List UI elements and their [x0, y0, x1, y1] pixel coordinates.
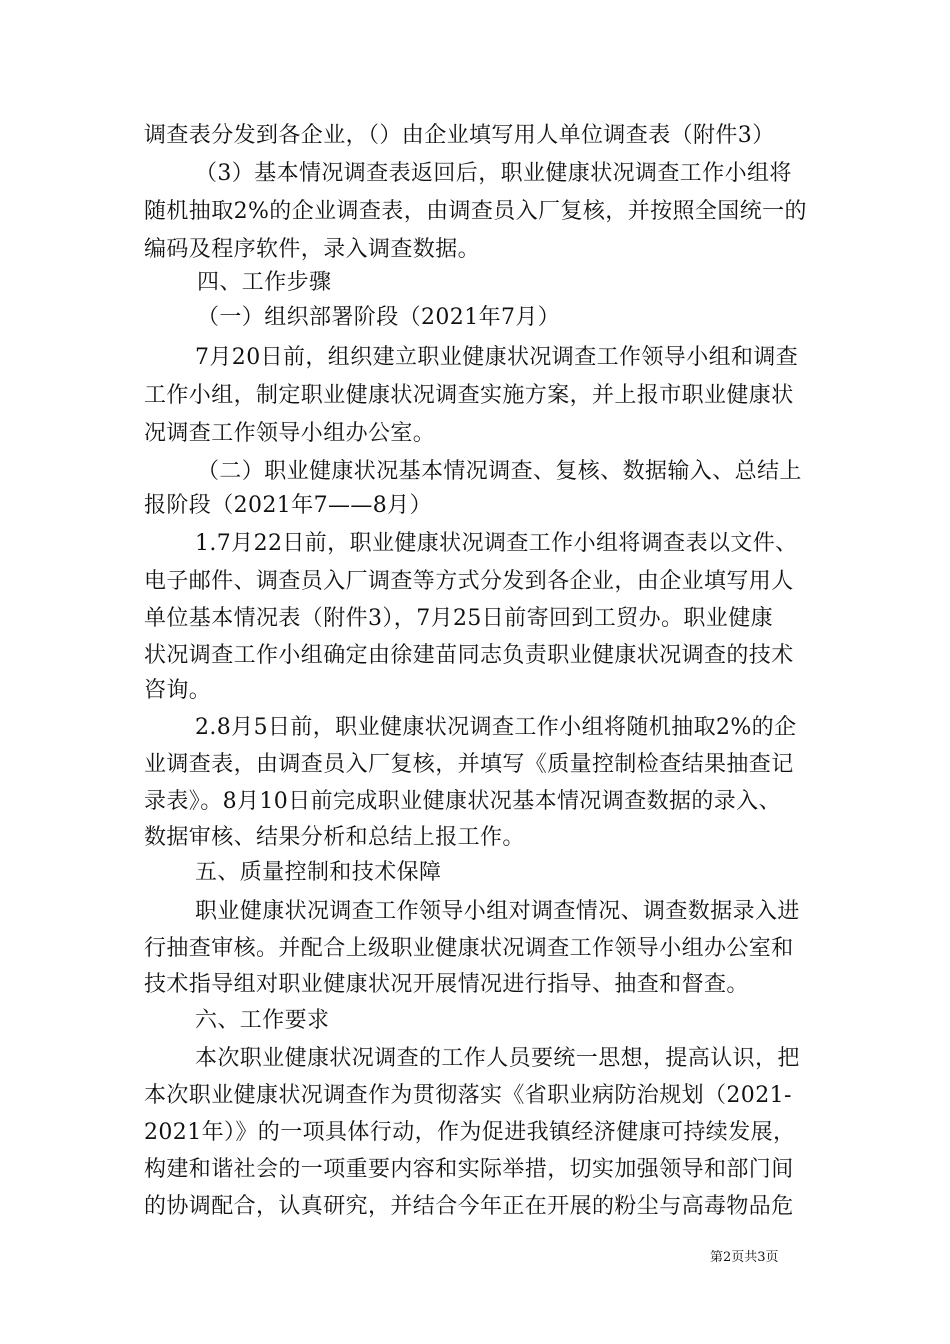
text-line: 的协调配合，认真研究，并结合今年正在开展的粉尘与高毒物品危 — [144, 1194, 794, 1219]
text-line: 随机抽取2%的企业调查表，由调查员入厂复核，并按照全国统一的 — [144, 199, 807, 224]
section-heading: 五、质量控制和技术保障 — [195, 860, 442, 885]
text-line: 调查表分发到各企业，（）由企业填写用人单位调查表（附件3） — [144, 123, 775, 148]
text-line: 1.7月22日前，职业健康状况调查工作小组将调查表以文件、 — [195, 531, 798, 556]
page-number: 第2页共3页 — [710, 1250, 779, 1265]
subsection-heading: （二）职业健康状况基本情况调查、复核、数据输入、总结上 — [197, 459, 802, 484]
text-line: 本次职业健康状况调查作为贯彻落实《省职业病防治规划（2021- — [144, 1083, 792, 1108]
text-line: 本次职业健康状况调查的工作人员要统一思想，提高认识，把 — [195, 1046, 800, 1071]
text-line: 录表》。8月10日前完成职业健康状况基本情况调查数据的录入、 — [144, 789, 781, 814]
text-line: 况调查工作领导小组办公室。 — [144, 421, 436, 446]
text-line: 构建和谐社会的一项重要内容和实际举措，切实加强领导和部门间 — [144, 1157, 794, 1182]
text-line: 工作小组，制定职业健康状况调查实施方案，并上报市职业健康状 — [144, 383, 794, 408]
text-line: 状况调查工作小组确定由徐建苗同志负责职业健康状况调查的技术 — [144, 643, 794, 668]
section-heading: 六、工作要求 — [195, 1008, 330, 1033]
text-line: 2.8月5日前，职业健康状况调查工作小组将随机抽取2%的企 — [195, 715, 797, 740]
subsection-heading: （一）组织部署阶段（2021年7月） — [197, 305, 561, 330]
text-line: 7月20日前，组织建立职业健康状况调查工作领导小组和调查 — [195, 345, 799, 370]
text-line: 编码及程序软件，录入调查数据。 — [144, 237, 481, 262]
text-line: 2021年）》的一项具体行动，作为促进我镇经济健康可持续发展， — [144, 1120, 796, 1145]
text-line: 业调查表，由调查员入厂复核，并填写《质量控制检查结果抽查记 — [144, 752, 794, 777]
text-line: 电子邮件、调查员入厂调查等方式分发到各企业，由企业填写用人 — [144, 569, 794, 594]
text-line: 单位基本情况表（附件3），7月25日前寄回到工贸办。职业健康 — [144, 606, 773, 631]
text-line: 咨询。 — [144, 678, 212, 703]
text-line: 行抽查审核。并配合上级职业健康状况调查工作领导小组办公室和 — [144, 936, 794, 961]
text-line: 数据审核、结果分析和总结上报工作。 — [144, 825, 525, 850]
text-line: （3）基本情况调查表返回后，职业健康状况调查工作小组将 — [195, 161, 792, 186]
text-line: 报阶段（2021年7——8月） — [144, 493, 432, 518]
text-line: 职业健康状况调查工作领导小组对调查情况、调查数据录入进 — [195, 899, 800, 924]
section-heading: 四、工作步骤 — [197, 270, 332, 295]
text-line: 技术指导组对职业健康状况开展情况进行指导、抽查和督查。 — [144, 972, 749, 997]
